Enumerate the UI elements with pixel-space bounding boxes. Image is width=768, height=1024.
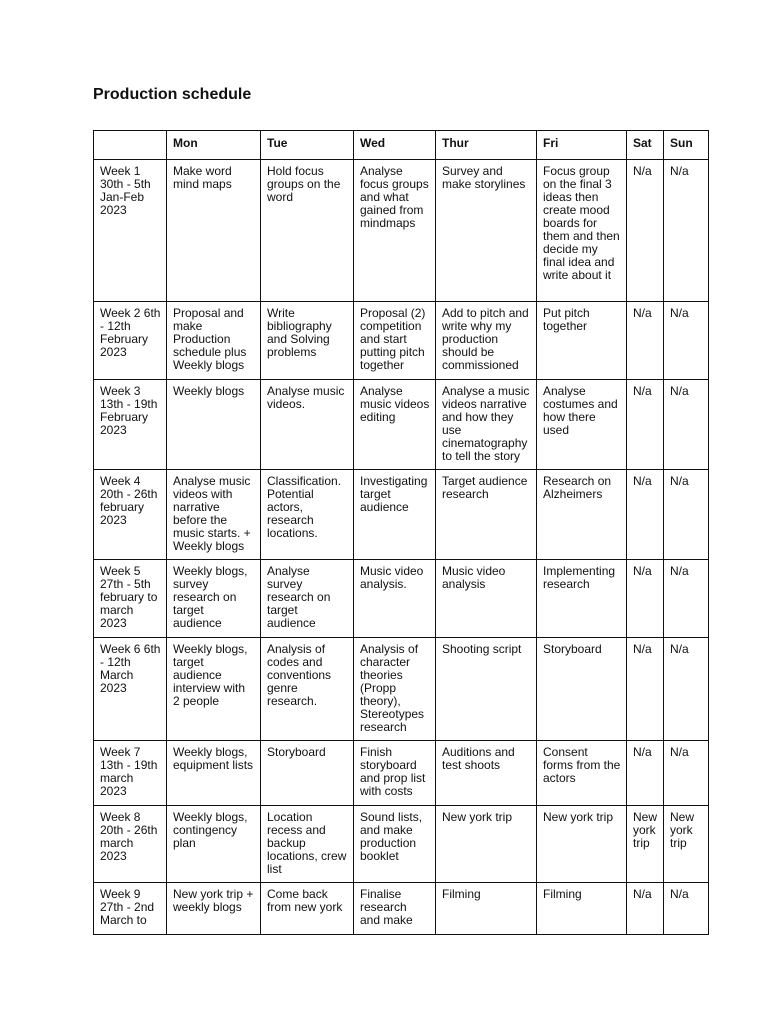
table-cell: Research on Alzheimers: [537, 470, 627, 560]
table-row: [94, 560, 709, 638]
table-cell: Filming: [537, 883, 627, 935]
table-cell: Analyse music videos.: [261, 380, 354, 470]
table-cell: New york trip: [537, 806, 627, 883]
table-cell: Analyse music videos with narrative before the music starts. + Weekly blogs: [167, 470, 261, 560]
table-cell: Implementing research: [537, 560, 627, 638]
week-label: Week 5 27th - 5th february to march 2023: [94, 560, 167, 638]
table-cell: Weekly blogs, survey research on target audience: [167, 560, 261, 638]
table-cell: Add to pitch and write why my production should be commissioned: [436, 302, 537, 380]
table-cell: Weekly blogs, target audience interview with 2 people: [167, 638, 261, 741]
table-cell: Finish storyboard and prop list with costs: [354, 741, 436, 806]
table-cell: Analyse survey research on target audience: [261, 560, 354, 638]
week-label: Week 1 30th - 5th Jan-Feb 2023: [94, 160, 167, 302]
table-cell: Make word mind maps: [167, 160, 261, 302]
header-tue: Tue: [261, 131, 354, 160]
table-cell: N/a: [627, 883, 664, 935]
table-cell: Write bibliography and Solving problems: [261, 302, 354, 380]
week-label: Week 3 13th - 19th February 2023: [94, 380, 167, 470]
table-row: [94, 302, 709, 380]
table-cell: Put pitch together: [537, 302, 627, 380]
table-cell: Filming: [436, 883, 537, 935]
table-cell: Come back from new york: [261, 883, 354, 935]
table-cell: Location recess and backup locations, crew list: [261, 806, 354, 883]
table-cell: New york trip + weekly blogs: [167, 883, 261, 935]
table-cell: N/a: [627, 302, 664, 380]
table-cell: Storyboard: [537, 638, 627, 741]
table-cell: Investigating target audience: [354, 470, 436, 560]
table-row: [94, 638, 709, 741]
table-cell: Analyse focus groups and what gained from mindmaps: [354, 160, 436, 302]
table-cell: Weekly blogs, contingency plan: [167, 806, 261, 883]
table-cell: Focus group on the final 3 ideas then create mood boards for them and then decide my final idea and write about it: [537, 160, 627, 302]
table-cell: N/a: [664, 470, 709, 560]
table-cell: Storyboard: [261, 741, 354, 806]
table-cell: Analyse costumes and how there used: [537, 380, 627, 470]
header-wed: Wed: [354, 131, 436, 160]
table-cell: N/a: [627, 741, 664, 806]
table-cell: Hold focus groups on the word: [261, 160, 354, 302]
table-cell: N/a: [664, 638, 709, 741]
table-cell: New york trip: [664, 806, 709, 883]
table-cell: N/a: [627, 160, 664, 302]
week-label: Week 4 20th - 26th february 2023: [94, 470, 167, 560]
table-cell: Analysis of codes and conventions genre research.: [261, 638, 354, 741]
table-row: [94, 470, 709, 560]
header-mon: Mon: [167, 131, 261, 160]
table-cell: Auditions and test shoots: [436, 741, 537, 806]
table-row: [94, 806, 709, 883]
table-cell: N/a: [664, 883, 709, 935]
table-cell: New york trip: [627, 806, 664, 883]
table-row: [94, 883, 709, 935]
table-cell: Finalise research and make: [354, 883, 436, 935]
table-cell: Consent forms from the actors: [537, 741, 627, 806]
table-cell: N/a: [627, 470, 664, 560]
table-cell: N/a: [664, 380, 709, 470]
week-label: Week 6 6th - 12th March 2023: [94, 638, 167, 741]
week-label: Week 7 13th - 19th march 2023: [94, 741, 167, 806]
table-row: [94, 741, 709, 806]
table-row: [94, 380, 709, 470]
table-cell: Target audience research: [436, 470, 537, 560]
table-cell: Survey and make storylines: [436, 160, 537, 302]
table-cell: Sound lists, and make production booklet: [354, 806, 436, 883]
production-schedule-table: [93, 130, 709, 935]
week-label: Week 8 20th - 26th march 2023: [94, 806, 167, 883]
table-cell: N/a: [664, 560, 709, 638]
week-label: Week 2 6th - 12th February 2023: [94, 302, 167, 380]
table-cell: Analysis of character theories (Propp theory), Stereotypes research: [354, 638, 436, 741]
table-cell: N/a: [627, 638, 664, 741]
table-cell: N/a: [664, 302, 709, 380]
table-cell: Proposal (2) competition and start putting pitch together: [354, 302, 436, 380]
table-cell: Shooting script: [436, 638, 537, 741]
table-cell: New york trip: [436, 806, 537, 883]
table-cell: N/a: [627, 380, 664, 470]
header-sat: Sat: [627, 131, 664, 160]
table-cell: N/a: [664, 160, 709, 302]
table-cell: N/a: [627, 560, 664, 638]
page-title: Production schedule: [93, 86, 252, 103]
header-sun: Sun: [664, 131, 709, 160]
header-fri: Fri: [537, 131, 627, 160]
table-cell: Classification. Potential actors, research locations.: [261, 470, 354, 560]
header-row: [94, 131, 709, 160]
table-cell: Music video analysis: [436, 560, 537, 638]
table-cell: Analyse music videos editing: [354, 380, 436, 470]
table-cell: Music video analysis.: [354, 560, 436, 638]
table-cell: Weekly blogs: [167, 380, 261, 470]
table-cell: N/a: [664, 741, 709, 806]
table-cell: Proposal and make Production schedule plus Weekly blogs: [167, 302, 261, 380]
header-thur: Thur: [436, 131, 537, 160]
table-row: [94, 160, 709, 302]
table-cell: Analyse a music videos narrative and how they use cinematography to tell the story: [436, 380, 537, 470]
week-label: Week 9 27th - 2nd March to: [94, 883, 167, 935]
table-cell: Weekly blogs, equipment lists: [167, 741, 261, 806]
header-empty: [94, 131, 167, 160]
